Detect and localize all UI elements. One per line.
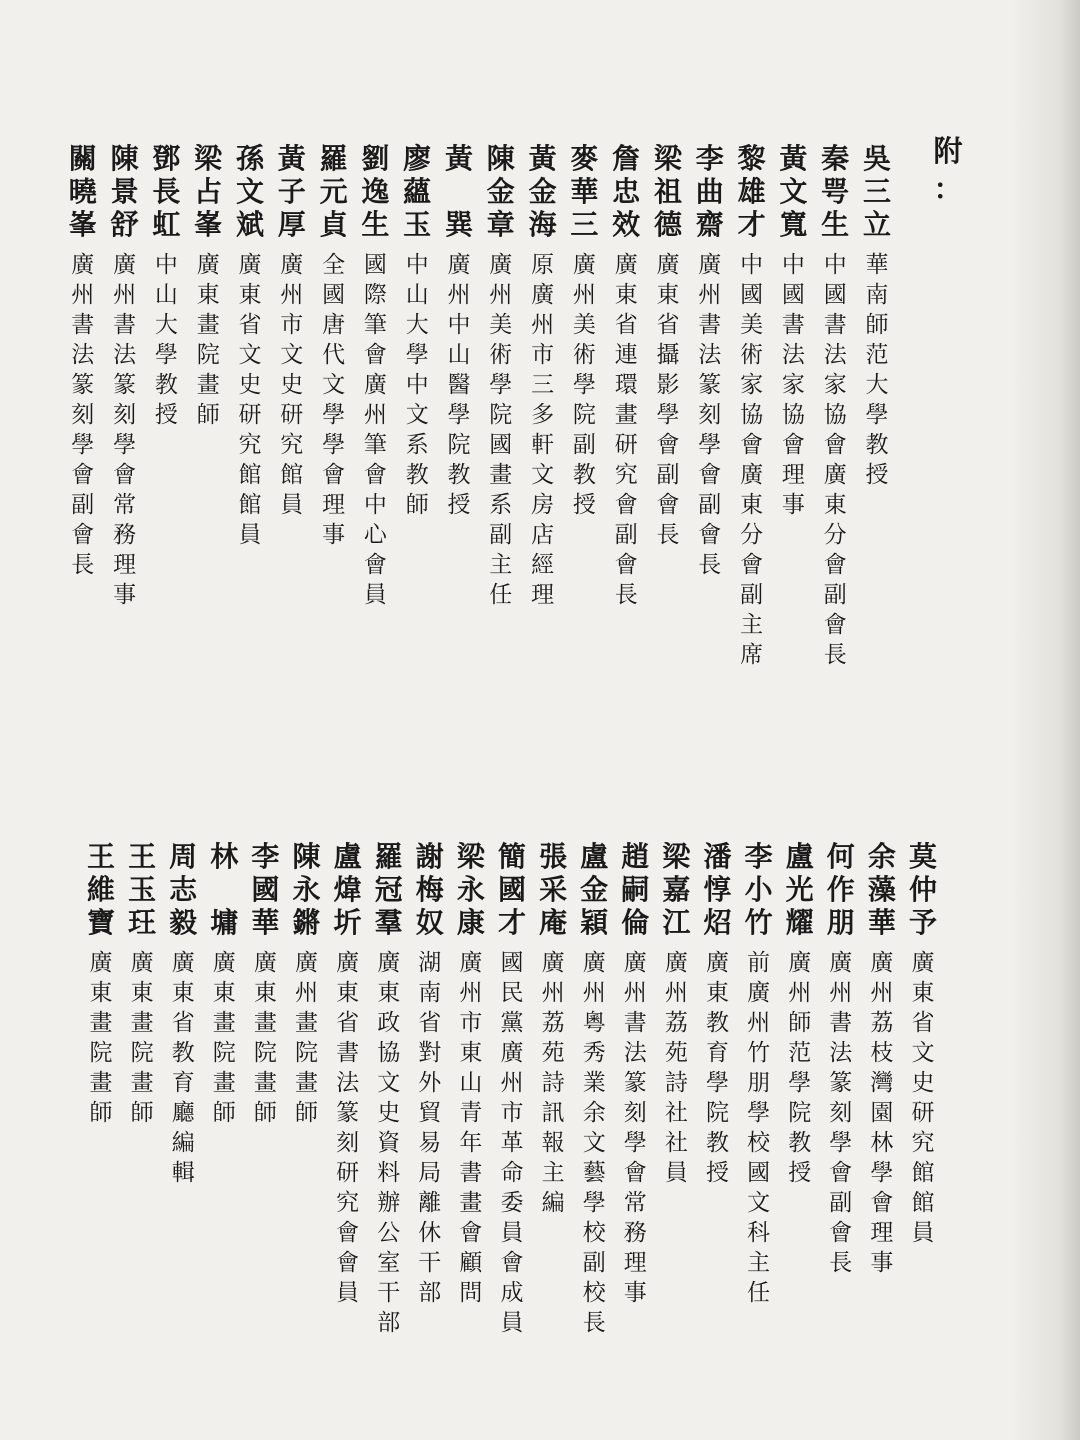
person-name: 盧 煒 圻: [333, 840, 362, 939]
person-name: 陳 景 舒: [110, 142, 139, 241]
person-title: 廣 州 書 法 篆 刻 學 會 常 務 理 事: [113, 252, 137, 608]
person-name: 黃 子 厚: [277, 142, 306, 241]
person-title: 廣 州 荔 苑 詩 社 社 員: [664, 950, 688, 1186]
person-title: 中 山 大 學 中 文 系 教 師: [405, 252, 429, 518]
person-title: 廣 州 中 山 醫 學 院 教 授: [447, 252, 471, 518]
person-name: 簡 國 才: [497, 840, 526, 939]
person-name: 潘 惇 炤: [703, 840, 732, 939]
person-name: 羅 元 貞: [319, 142, 348, 241]
person-name: 盧 光 耀: [785, 840, 814, 939]
person-title: 廣 州 美 術 學 院 國 畫 系 副 主 任: [489, 252, 513, 608]
person-name: 梁 祖 德: [653, 142, 682, 241]
person-name: 吳 三 立: [862, 142, 891, 241]
person-title: 廣 州 市 東 山 青 年 書 畫 會 顧 問: [459, 950, 483, 1306]
person-title: 廣 東 教 育 學 院 教 授: [706, 950, 729, 1186]
person-title: 中 國 書 法 家 協 會 理 事: [781, 252, 805, 518]
page-edge-shadow: [1010, 0, 1080, 1440]
person-name: 周 志 毅: [169, 840, 198, 939]
person-title: 廣 州 荔 枝 灣 園 林 學 會 理 事: [870, 950, 894, 1276]
person-name: 盧 金 穎: [580, 840, 609, 939]
person-title: 廣 東 畫 院 畫 師: [253, 950, 277, 1126]
person-title: 廣 東 省 連 環 畫 研 究 會 副 會 長: [614, 252, 638, 608]
person-name: 余 藻 華: [867, 840, 896, 939]
person-title: 國 民 黨 廣 州 市 革 命 委 員 會 成 員: [500, 950, 524, 1336]
person-title: 中 國 書 法 家 協 會 廣 東 分 會 副 會 長: [823, 252, 847, 668]
person-name: 莫 仲 予: [908, 840, 937, 939]
person-name: 李 曲 齋: [695, 142, 724, 241]
person-title: 廣 東 政 協 文 史 資 料 辦 公 室 干 部: [377, 950, 401, 1336]
person-title: 原 廣 州 市 三 多 軒 文 房 店 經 理: [531, 252, 555, 608]
person-name: 張 采 庵: [539, 840, 568, 939]
person-title: 廣 州 市 文 史 研 究 館 員: [280, 252, 304, 518]
person-title: 華 南 師 范 大 學 教 授: [865, 252, 889, 488]
person-name: 梁 嘉 江: [662, 840, 691, 939]
person-name: 關 曉 峯: [68, 142, 97, 241]
person-name: 黃 金 海: [528, 142, 557, 241]
person-name: 鄧 長 虹: [152, 142, 181, 241]
person-title: 廣 州 畫 院 畫 師: [295, 950, 318, 1126]
person-name: 王 玉 玨: [128, 840, 157, 939]
person-name: 王 維 寶: [86, 840, 115, 939]
person-name: 李 國 華: [251, 840, 280, 939]
person-title: 廣 州 粵 秀 業 余 文 藝 學 校 副 校 長: [582, 950, 606, 1336]
person-title: 廣 東 省 教 育 廳 編 輯: [171, 950, 195, 1186]
appendix-heading: 附 ：: [933, 134, 963, 206]
person-name: 廖 蘊 玉: [403, 142, 432, 241]
person-name: 孫 文 斌: [235, 142, 264, 241]
person-title: 廣 東 省 文 史 研 究 館 館 員: [911, 950, 935, 1246]
person-title: 中 山 大 學 教 授: [154, 252, 178, 428]
person-title: 廣 東 省 文 史 研 究 館 館 員: [238, 252, 262, 548]
person-name: 詹 忠 效: [612, 142, 641, 241]
person-title: 前 廣 州 竹 朋 學 校 國 文 科 主 任: [747, 950, 771, 1306]
person-name: 梁 永 康: [456, 840, 485, 939]
person-title: 廣 東 省 書 法 篆 刻 研 究 會 會 員: [336, 950, 360, 1306]
person-name: 黃 文 寬: [779, 142, 808, 241]
person-name: 陳 金 章: [486, 142, 515, 241]
person-name: 謝 梅 奴: [415, 840, 444, 939]
person-name: 李 小 竹: [744, 840, 773, 939]
person-title: 廣 州 荔 苑 詩 訊 報 主 編: [541, 950, 565, 1216]
person-title: 廣 東 畫 院 畫 師: [89, 950, 113, 1126]
person-title: 廣 州 書 法 篆 刻 學 會 副 會 長: [71, 252, 95, 578]
person-title: 廣 東 省 攝 影 學 會 副 會 長: [656, 252, 680, 548]
person-title: 廣 州 美 術 學 院 副 教 授: [572, 252, 596, 518]
person-title: 廣 東 畫 院 畫 師: [130, 950, 154, 1126]
person-title: 全 國 唐 代 文 學 學 會 理 事: [322, 252, 346, 548]
person-title: 廣 東 畫 院 畫 師: [196, 252, 220, 428]
person-title: 廣 州 書 法 篆 刻 學 會 副 會 長: [698, 252, 722, 578]
person-title: 國 際 筆 會 廣 州 筆 會 中 心 會 員: [363, 252, 387, 608]
person-name: 劉 逸 生: [361, 142, 390, 241]
person-name: 黎 雄 才: [737, 142, 766, 241]
person-name: 陳 永 鏘: [292, 840, 321, 939]
person-title: 廣 州 師 范 學 院 教 授: [788, 950, 812, 1186]
person-title: 中 國 美 術 家 協 會 廣 東 分 會 副 主 席: [740, 252, 764, 668]
person-title: 廣 東 畫 院 畫 師: [212, 950, 236, 1126]
person-name: 梁 占 峯: [194, 142, 223, 241]
person-name: 趙 嗣 倫: [621, 840, 650, 939]
person-name: 林 墉: [210, 840, 239, 939]
person-title: 湖 南 省 對 外 貿 易 局 離 休 干 部: [418, 950, 442, 1306]
person-title: 廣 州 書 法 篆 刻 學 會 副 會 長: [829, 950, 853, 1276]
person-name: 何 作 朋: [826, 840, 855, 939]
person-name: 麥 華 三: [570, 142, 599, 241]
person-title: 廣 州 書 法 篆 刻 學 會 常 務 理 事: [623, 950, 647, 1306]
person-name: 黃 巽: [444, 142, 473, 241]
person-name: 秦 咢 生: [821, 142, 850, 241]
person-name: 羅 冠 羣: [374, 840, 403, 939]
